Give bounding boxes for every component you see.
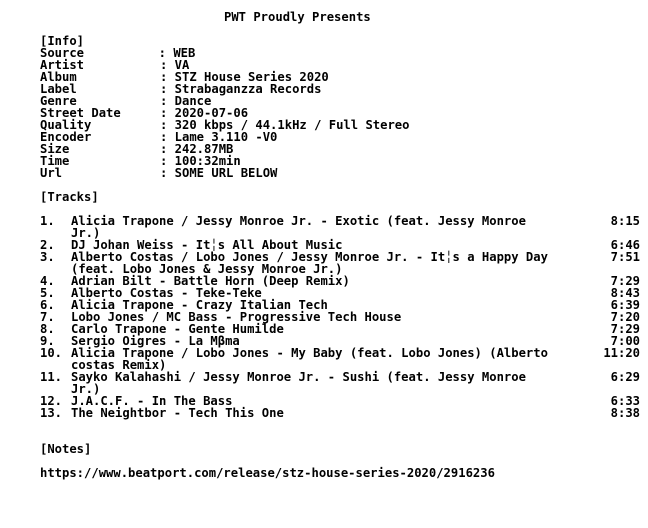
track-duration: 7:20 — [610, 310, 640, 324]
track-number: 12. — [40, 394, 63, 408]
track-duration: 8:38 — [610, 406, 640, 420]
info-value: : VA — [160, 58, 190, 72]
track-row — [40, 371, 640, 383]
track-title: Alicia Trapone - Crazy Italian Tech — [71, 298, 328, 312]
info-key: Album — [40, 70, 77, 84]
track-number: 1. — [40, 214, 55, 228]
info-value: : Lame 3.110 -V0 — [160, 130, 278, 144]
track-duration: 7:51 — [610, 250, 640, 264]
info-key: Source — [40, 46, 85, 60]
track-title: Adrian Bilt - Battle Horn (Deep Remix) — [71, 274, 350, 288]
track-title: Carlo Trapone - Gente Humilde — [71, 322, 284, 336]
track-number: 7. — [40, 310, 55, 324]
info-value: : SOME URL BELOW — [160, 166, 278, 180]
track-duration: 11:20 — [603, 346, 640, 360]
info-key: Label — [40, 82, 77, 96]
track-number: 4. — [40, 274, 55, 288]
track-number: 8. — [40, 322, 55, 336]
track-title: Lobo Jones / MC Bass - Progressive Tech House — [71, 310, 402, 324]
track-row — [40, 215, 640, 227]
track-title-continuation: costas Remix) — [71, 358, 167, 372]
info-key: Encoder — [40, 130, 92, 144]
track-title: Alicia Trapone / Jessy Monroe Jr. - Exotic (feat. Jessy Monroe — [71, 214, 526, 228]
info-heading: [Info] — [40, 34, 85, 48]
track-number: 3. — [40, 250, 55, 264]
track-title-continuation: (feat. Lobo Jones & Jessy Monroe Jr.) — [71, 262, 343, 276]
track-title: The Neightbor - Tech This One — [71, 406, 284, 420]
track-title: Alberto Costas - Teke-Teke — [71, 286, 262, 300]
track-title: J.A.C.F. - In The Bass — [71, 394, 233, 408]
info-value: : WEB — [144, 46, 196, 60]
track-title-continuation: Jr.) — [71, 226, 101, 240]
track-title-continuation: Jr.) — [71, 382, 101, 396]
info-key: Genre — [40, 94, 77, 108]
track-duration: 6:46 — [610, 238, 640, 252]
info-value: : 100:32min — [160, 154, 241, 168]
info-key: Size — [40, 142, 70, 156]
track-number: 2. — [40, 238, 55, 252]
page-title: PWT Proudly Presents — [224, 10, 371, 24]
track-duration: 8:43 — [610, 286, 640, 300]
track-duration: 6:29 — [610, 370, 640, 384]
info-key: Artist — [40, 58, 85, 72]
track-duration: 6:39 — [610, 298, 640, 312]
track-title: Sayko Kalahashi / Jessy Monroe Jr. - Sushi (feat. Jessy Monroe — [71, 370, 526, 384]
track-title: Sergio Oigres - La Mβma — [71, 334, 240, 348]
info-key: Time — [40, 154, 70, 168]
track-number: 5. — [40, 286, 55, 300]
track-duration: 6:33 — [610, 394, 640, 408]
info-value: : Dance — [160, 94, 212, 108]
info-value: : 2020-07-06 — [160, 106, 249, 120]
track-duration: 7:00 — [610, 334, 640, 348]
info-key: Url — [40, 166, 63, 180]
track-title: Alberto Costas / Lobo Jones / Jessy Monroe Jr. - It╎s a Happy Day — [71, 250, 548, 264]
track-number: 10. — [40, 346, 63, 360]
track-number: 11. — [40, 370, 63, 384]
track-title: DJ Johan Weiss - It╎s All About Music — [71, 238, 343, 252]
notes-heading: [Notes] — [40, 442, 92, 456]
track-duration: 8:15 — [610, 214, 640, 228]
info-value: : 320 kbps / 44.1kHz / Full Stereo — [160, 118, 410, 132]
tracks-heading: [Tracks] — [40, 190, 99, 204]
track-title: Alicia Trapone / Lobo Jones - My Baby (feat. Lobo Jones) (Alberto — [71, 346, 548, 360]
info-value: : STZ House Series 2020 — [160, 70, 329, 84]
release-url: https://www.beatport.com/release/stz-house-series-2020/2916236 — [40, 466, 495, 480]
track-row — [40, 407, 640, 419]
track-number: 9. — [40, 334, 55, 348]
info-key: Quality — [40, 118, 92, 132]
info-value: : 242.87MB — [160, 142, 234, 156]
track-duration: 7:29 — [610, 322, 640, 336]
track-duration: 7:29 — [610, 274, 640, 288]
info-key: Street Date — [40, 106, 121, 120]
track-number: 6. — [40, 298, 55, 312]
info-value: : Strabaganzza Records — [160, 82, 322, 96]
track-number: 13. — [40, 406, 63, 420]
